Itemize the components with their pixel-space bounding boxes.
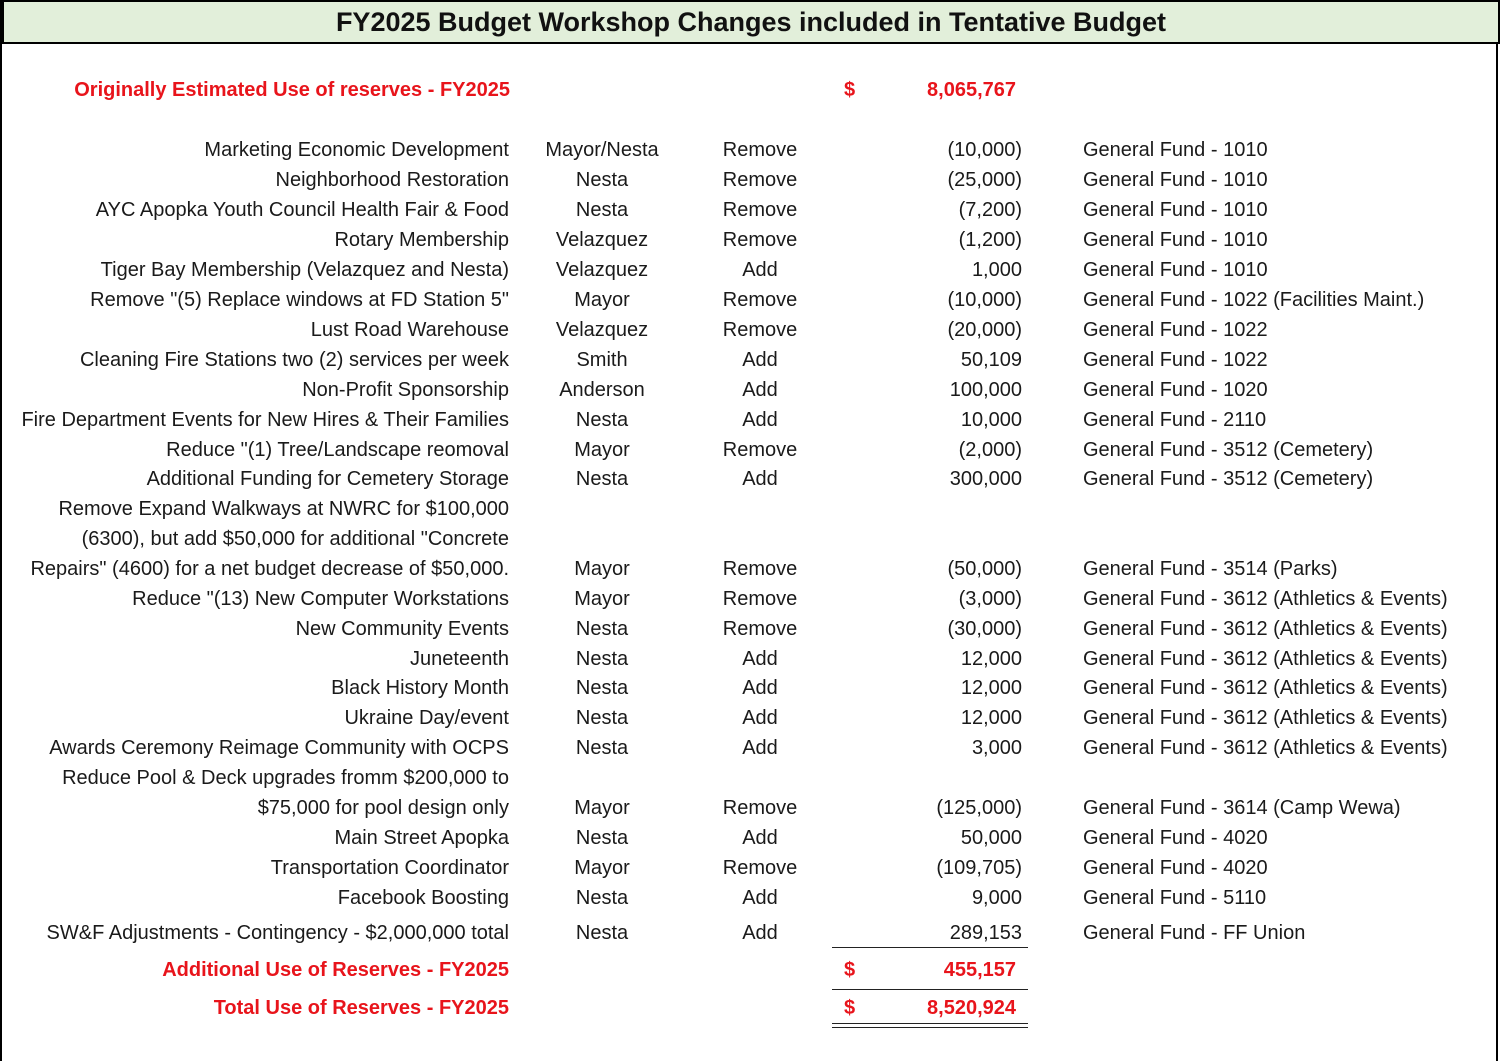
item-fund: General Fund - 1022: [1083, 319, 1268, 341]
item-amount: (25,000): [947, 169, 1022, 191]
item-description: Juneteenth: [410, 648, 509, 670]
change-item-row: [2, 285, 1500, 315]
item-action: Add: [742, 922, 778, 944]
item-fund: General Fund - 1010: [1083, 229, 1268, 251]
item-description: Rotary Membership: [334, 229, 509, 251]
item-description: Reduce "(13) New Computer Workstations: [132, 588, 509, 610]
item-description: Cleaning Fire Stations two (2) services per week: [79, 349, 509, 371]
change-item-row: [2, 883, 1500, 913]
item-requested-by: Nesta: [575, 737, 629, 759]
change-item-row: [2, 584, 1500, 614]
item-requested-by: Velazquez: [555, 229, 649, 251]
change-item-row: [2, 435, 1500, 465]
item-description: Reduce Pool & Deck upgrades fromm $200,000 to $75,000 for pool design only: [62, 767, 509, 819]
item-fund: General Fund - 3514 (Parks): [1083, 558, 1338, 580]
change-item-row: [2, 763, 1500, 823]
item-action: Remove: [722, 229, 798, 251]
item-requested-by: Nesta: [575, 169, 629, 191]
change-item-row: [2, 733, 1500, 763]
item-amount: (50,000): [947, 558, 1022, 580]
item-description: Transportation Coordinator: [270, 857, 509, 879]
change-item-row: [2, 165, 1500, 195]
item-requested-by: Mayor: [574, 289, 630, 311]
item-action: Add: [742, 259, 778, 281]
item-amount: (20,000): [947, 319, 1022, 341]
item-requested-by: Smith: [576, 349, 628, 371]
item-amount: (10,000): [947, 289, 1022, 311]
item-fund: General Fund - 3612 (Athletics & Events): [1083, 648, 1448, 670]
total-double-underline: [832, 1023, 1028, 1028]
total-use-label: Total Use of Reserves - FY2025: [213, 997, 509, 1019]
item-fund: General Fund - FF Union: [1083, 922, 1306, 944]
item-amount: (10,000): [947, 139, 1022, 161]
item-description: Neighborhood Restoration: [275, 169, 509, 191]
item-requested-by: Nesta: [575, 707, 629, 729]
item-fund: General Fund - 1010: [1083, 199, 1268, 221]
item-amount: 3,000: [971, 737, 1022, 759]
item-requested-by: Mayor: [574, 797, 630, 819]
item-action: Remove: [722, 588, 798, 610]
item-action: Add: [742, 349, 778, 371]
item-amount: 12,000: [960, 648, 1022, 670]
item-amount: 12,000: [960, 677, 1022, 699]
item-action: Add: [742, 887, 778, 909]
total-top-line: [832, 989, 1028, 990]
item-fund: General Fund - 3614 (Camp Wewa): [1083, 797, 1401, 819]
item-amount: (109,705): [936, 857, 1022, 879]
page-title: FY2025 Budget Workshop Changes included in Tentative Budget: [335, 6, 1167, 37]
change-item-row: [2, 494, 1500, 584]
item-fund: General Fund - 1010: [1083, 169, 1268, 191]
item-requested-by: Nesta: [575, 199, 629, 221]
item-fund: General Fund - 1022: [1083, 349, 1268, 371]
item-amount: (30,000): [947, 618, 1022, 640]
item-action: Add: [742, 737, 778, 759]
item-fund: General Fund - 4020: [1083, 857, 1268, 879]
item-description: SW&F Adjustments - Contingency - $2,000,000 total: [46, 922, 509, 944]
item-fund: General Fund - 1020: [1083, 379, 1268, 401]
item-fund: General Fund - 3612 (Athletics & Events): [1083, 737, 1448, 759]
item-action: Remove: [722, 558, 798, 580]
item-amount: 1,000: [971, 259, 1022, 281]
item-requested-by: Mayor/Nesta: [545, 139, 659, 161]
change-item-row: [2, 255, 1500, 285]
item-requested-by: Anderson: [559, 379, 645, 401]
item-amount: (125,000): [936, 797, 1022, 819]
change-item-row: [2, 853, 1500, 883]
change-item-row: [2, 375, 1500, 405]
item-action: Remove: [722, 139, 798, 161]
item-amount: 12,000: [960, 707, 1022, 729]
item-description: Black History Month: [331, 677, 509, 699]
change-item-row: [2, 614, 1500, 644]
item-action: Remove: [722, 169, 798, 191]
item-description: Facebook Boosting: [337, 887, 509, 909]
change-item-row: [2, 703, 1500, 733]
change-item-row: [2, 195, 1500, 225]
change-item-row: [2, 225, 1500, 255]
original-estimate-amount: 8,065,767: [927, 79, 1016, 101]
additional-use-amount: 455,157: [943, 959, 1016, 981]
change-item-row: [2, 405, 1500, 435]
change-item-row: [2, 823, 1500, 853]
item-description: Lust Road Warehouse: [310, 319, 509, 341]
item-fund: General Fund - 1010: [1083, 259, 1268, 281]
item-requested-by: Nesta: [575, 922, 629, 944]
item-requested-by: Mayor: [574, 439, 630, 461]
item-fund: General Fund - 3512 (Cemetery): [1083, 439, 1374, 461]
change-item-row: [2, 135, 1500, 165]
change-item-row: [2, 315, 1500, 345]
item-description: Tiger Bay Membership (Velazquez and Nesta): [100, 259, 509, 281]
item-action: Remove: [722, 319, 798, 341]
item-requested-by: Nesta: [575, 677, 629, 699]
item-amount: 50,109: [960, 349, 1022, 371]
change-item-row: [2, 464, 1500, 494]
item-fund: General Fund - 3612 (Athletics & Events): [1083, 707, 1448, 729]
item-description: AYC Apopka Youth Council Health Fair & Food: [95, 199, 509, 221]
item-action: Add: [742, 648, 778, 670]
item-requested-by: Nesta: [575, 827, 629, 849]
original-estimate-currency: $: [844, 79, 856, 101]
item-description: Additional Funding for Cemetery Storage: [146, 468, 509, 490]
item-requested-by: Mayor: [574, 588, 630, 610]
item-amount: (3,000): [958, 588, 1022, 610]
item-amount: 10,000: [960, 409, 1022, 431]
item-fund: General Fund - 1022 (Facilities Maint.): [1083, 289, 1425, 311]
item-action: Add: [742, 707, 778, 729]
item-action: Remove: [722, 439, 798, 461]
item-description: Reduce "(1) Tree/Landscape reomoval: [166, 439, 509, 461]
change-item-row: [2, 918, 1500, 948]
item-description: Remove Expand Walkways at NWRC for $100,000 (6300), but add $50,000 for additional "Concrete Repairs" (4600) for a net budget decrease of $50,000.: [30, 498, 509, 580]
item-requested-by: Nesta: [575, 618, 629, 640]
item-action: Add: [742, 677, 778, 699]
title-bar: [2, 0, 1500, 44]
item-action: Remove: [722, 618, 798, 640]
subtotal-underline: [832, 947, 1028, 948]
item-description: Remove "(5) Replace windows at FD Station 5": [90, 289, 509, 311]
item-description: Marketing Economic Development: [204, 139, 509, 161]
item-requested-by: Nesta: [575, 648, 629, 670]
item-amount: 50,000: [960, 827, 1022, 849]
item-action: Add: [742, 468, 778, 490]
item-action: Add: [742, 827, 778, 849]
change-item-row: [2, 673, 1500, 703]
total-use-amount: 8,520,924: [927, 997, 1016, 1019]
item-fund: General Fund - 3612 (Athletics & Events): [1083, 618, 1448, 640]
item-fund: General Fund - 3612 (Athletics & Events): [1083, 677, 1448, 699]
item-description: Ukraine Day/event: [344, 707, 509, 729]
item-amount: (2,000): [958, 439, 1022, 461]
item-requested-by: Velazquez: [555, 259, 649, 281]
item-amount: 9,000: [971, 887, 1022, 909]
change-item-row: [2, 345, 1500, 375]
item-amount: (7,200): [958, 199, 1022, 221]
item-fund: General Fund - 1010: [1083, 139, 1268, 161]
item-action: Add: [742, 379, 778, 401]
item-description: Fire Department Events for New Hires & Their Families: [21, 409, 509, 431]
item-amount: 100,000: [949, 379, 1022, 401]
additional-use-currency: $: [844, 959, 856, 981]
item-amount: 300,000: [949, 468, 1022, 490]
item-action: Add: [742, 409, 778, 431]
item-fund: General Fund - 3512 (Cemetery): [1083, 468, 1374, 490]
item-requested-by: Mayor: [574, 857, 630, 879]
item-action: Remove: [722, 797, 798, 819]
item-description: Main Street Apopka: [334, 827, 509, 849]
item-description: New Community Events: [295, 618, 509, 640]
item-action: Remove: [722, 857, 798, 879]
item-requested-by: Nesta: [575, 887, 629, 909]
item-requested-by: Mayor: [574, 558, 630, 580]
additional-use-label: Additional Use of Reserves - FY2025: [162, 959, 509, 981]
item-requested-by: Velazquez: [555, 319, 649, 341]
item-description: Awards Ceremony Reimage Community with OCPS: [49, 737, 509, 759]
change-item-row: [2, 644, 1500, 674]
item-requested-by: Nesta: [575, 468, 629, 490]
total-use-currency: $: [844, 997, 856, 1019]
item-fund: General Fund - 3612 (Athletics & Events): [1083, 588, 1448, 610]
item-action: Remove: [722, 199, 798, 221]
item-description: Non-Profit Sponsorship: [302, 379, 509, 401]
item-amount: 289,153: [949, 922, 1022, 944]
item-fund: General Fund - 5110: [1083, 887, 1267, 909]
original-estimate-label: Originally Estimated Use of reserves - FY2025: [74, 79, 510, 101]
item-fund: General Fund - 4020: [1083, 827, 1268, 849]
item-requested-by: Nesta: [575, 409, 629, 431]
item-action: Remove: [722, 289, 798, 311]
item-amount: (1,200): [958, 229, 1022, 251]
item-fund: General Fund - 2110: [1083, 409, 1267, 431]
